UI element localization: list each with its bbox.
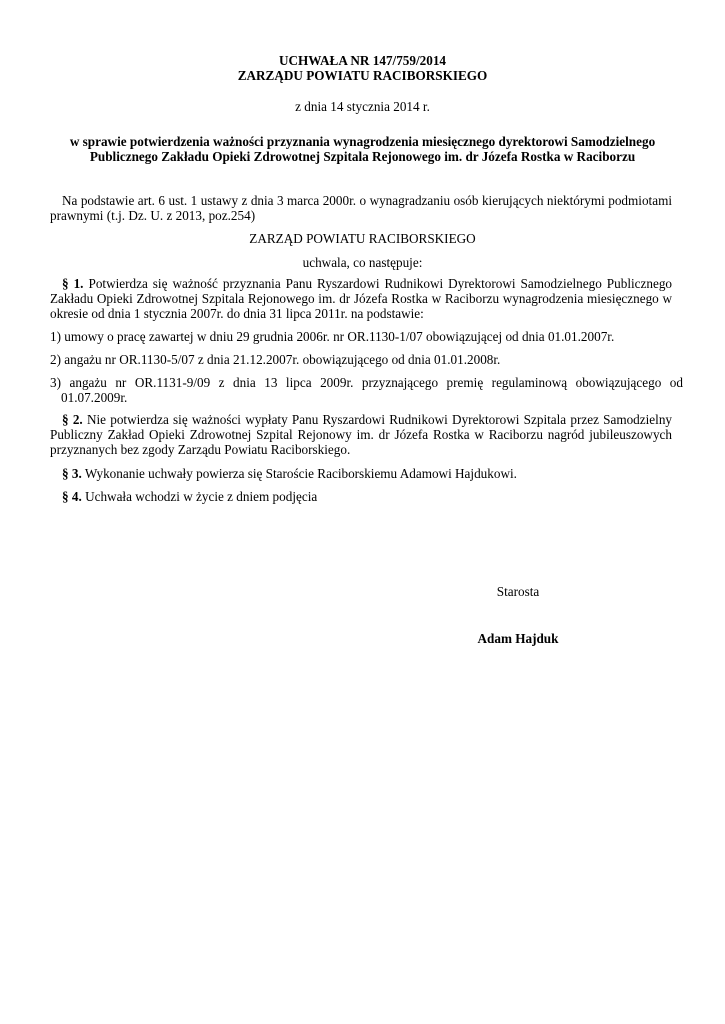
issuing-body: ZARZĄDU POWIATU RACIBORSKIEGO	[237, 68, 488, 83]
subject-line-1: w sprawie potwierdzenia ważności przyznania wynagrodzenia miesięcznego dyrektorowi Samodzielnego	[69, 134, 656, 149]
section-1	[50, 276, 672, 321]
resolution-title	[40, 53, 685, 83]
section-4-mark: § 4.	[62, 489, 82, 504]
signature-name: Adam Hajduk	[477, 631, 559, 646]
resolution-number: UCHWAŁA NR 147/759/2014	[278, 53, 447, 68]
legal-basis: Na podstawie art. 6 ust. 1 ustawy z dnia 3 marca 2000r. o wynagradzaniu osób kierujących niektórymi podmiotami prawnymi (t.j. Dz. U. z 2013, poz.254)	[50, 193, 672, 223]
subject-line-2: Publicznego Zakładu Opieki Zdrowotnej Szpitala Rejonowego im. dr Józefa Rostka w Raciborzu	[89, 149, 636, 164]
section-2-text: Nie potwierdza się ważności wypłaty Panu Ryszardowi Rudnikowi Dyrektorowi Szpitala przez Samodzielny Publiczny Zakład Opieki Zdrowotnej Szpital Rejonowy im. dr Józefa Rostka w Raciborzu nagród jubileuszowych przyznanych bez zgody Zarządu Powiatu Raciborskiego.	[50, 412, 673, 457]
resolution-date: z dnia 14 stycznia 2014 r.	[295, 99, 430, 114]
resolution-subject	[40, 134, 685, 164]
board-name: ZARZĄD POWIATU RACIBORSKIEGO	[249, 231, 476, 246]
section-2	[50, 412, 672, 457]
list-item: 2) angażu nr OR.1130-5/07 z dnia 21.12.2007r. obowiązującego od dnia 01.01.2008r.	[50, 352, 501, 367]
resolves-heading: uchwala, co następuje:	[302, 255, 423, 270]
section-3-text: Wykonanie uchwały powierza się Staroście Raciborskiemu Adamowi Hajdukowi.	[84, 466, 517, 481]
signature-role: Starosta	[496, 584, 540, 599]
section-1-mark: § 1.	[62, 276, 84, 291]
section-4	[50, 489, 672, 504]
section-4-text: Uchwała wchodzi w życie z dniem podjęcia	[85, 489, 318, 504]
list-item: 1) umowy o pracę zawartej w dniu 29 grudnia 2006r. nr OR.1130-1/07 obowiązującej od dnia 01.01.2007r.	[50, 329, 615, 344]
list-item: 3) angażu nr OR.1131-9/09 z dnia 13 lipca 2009r. przyznającego premię regulaminową obowiązującego od 01.07.2009r.	[50, 375, 683, 405]
section-3	[50, 466, 672, 481]
section-2-mark: § 2.	[62, 412, 83, 427]
section-1-text: Potwierdza się ważność przyznania Panu Ryszardowi Rudnikowi Dyrektorowi Samodzielnego Publicznego Zakładu Opieki Zdrowotnej Szpitala Rejonowego im. dr Józefa Rostka w Raciborzu wynagrodzenia miesięcznego w okresie od dnia 1 stycznia 2007r. do dnia 31 lipca 2011r. na podstawie:	[50, 276, 673, 321]
section-3-mark: § 3.	[62, 466, 82, 481]
